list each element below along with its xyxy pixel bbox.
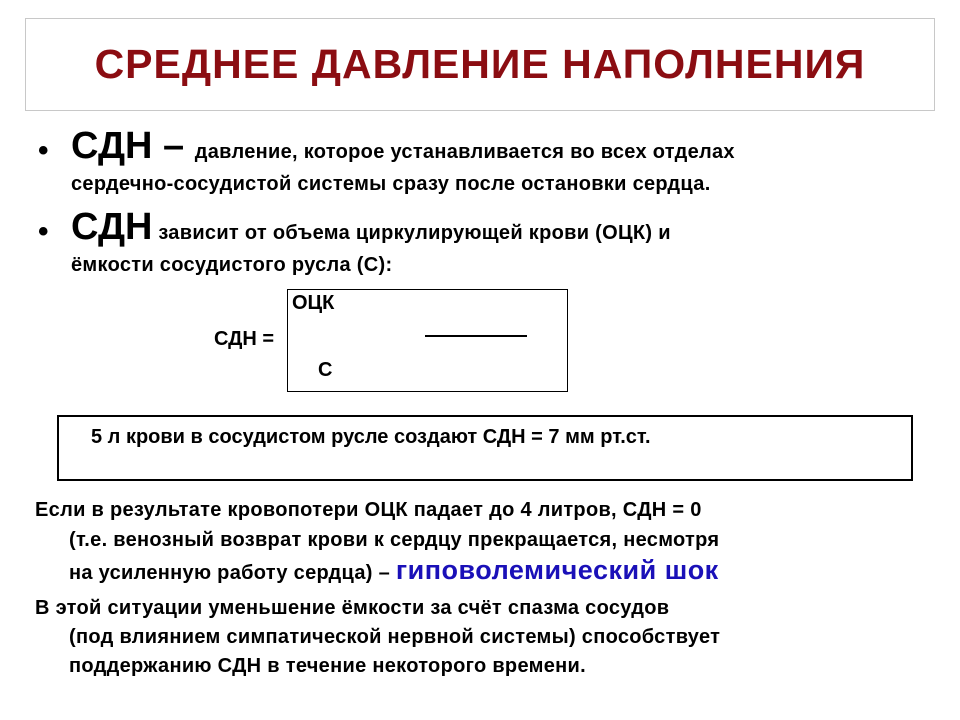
paragraph-line: В этой ситуации уменьшение ёмкости за счёт спазма сосудов [35, 597, 670, 619]
paragraph-line: поддержанию СДН в течение некоторого времени. [69, 655, 586, 677]
paragraph-line-text: на усиленную работу сердца) – [69, 562, 396, 584]
bullet-dot-icon: • [38, 215, 49, 248]
formula-lhs: СДН = [214, 328, 275, 350]
highlight-term: гиповолемический шок [395, 555, 719, 585]
paragraph-line: (под влиянием симпатической нервной системы) способствует [69, 626, 721, 648]
bullet-text-line1: зависит от объема циркулирующей крови (ОЦК) и [152, 222, 671, 244]
paragraph-line: (т.е. венозный возврат крови к сердцу прекращается, несмотря [69, 529, 720, 551]
title-box [25, 18, 935, 111]
bullet-body [71, 207, 941, 281]
paragraph-blood-loss [35, 495, 950, 588]
bullet-body [71, 126, 941, 200]
formula-denominator: С [318, 359, 333, 381]
term: СДН [71, 206, 153, 248]
bullet-text-line2: сердечно-сосудистой системы сразу после остановки сердца. [71, 173, 711, 195]
bullet-dot-icon: • [38, 134, 49, 167]
formula-numerator: ОЦК [292, 292, 335, 314]
term-dash: – [152, 125, 195, 167]
paragraph-line-with-highlight [35, 555, 950, 588]
bullet-text-line2: ёмкости сосудистого русла (С): [71, 254, 393, 276]
term: СДН [71, 125, 153, 167]
slide-title: СРЕДНЕЕ ДАВЛЕНИЕ НАПОЛНЕНИЯ [94, 41, 866, 87]
note-text: 5 л крови в сосудистом русле создают СДН = 7 мм рт.ст. [91, 426, 651, 448]
paragraph-compensation [35, 594, 950, 681]
paragraph-line: Если в результате кровопотери ОЦК падает до 4 литров, СДН = 0 [35, 499, 702, 521]
fraction-bar [425, 335, 527, 337]
bullet-text-line1: давление, которое устанавливается во всех отделах [194, 141, 735, 163]
